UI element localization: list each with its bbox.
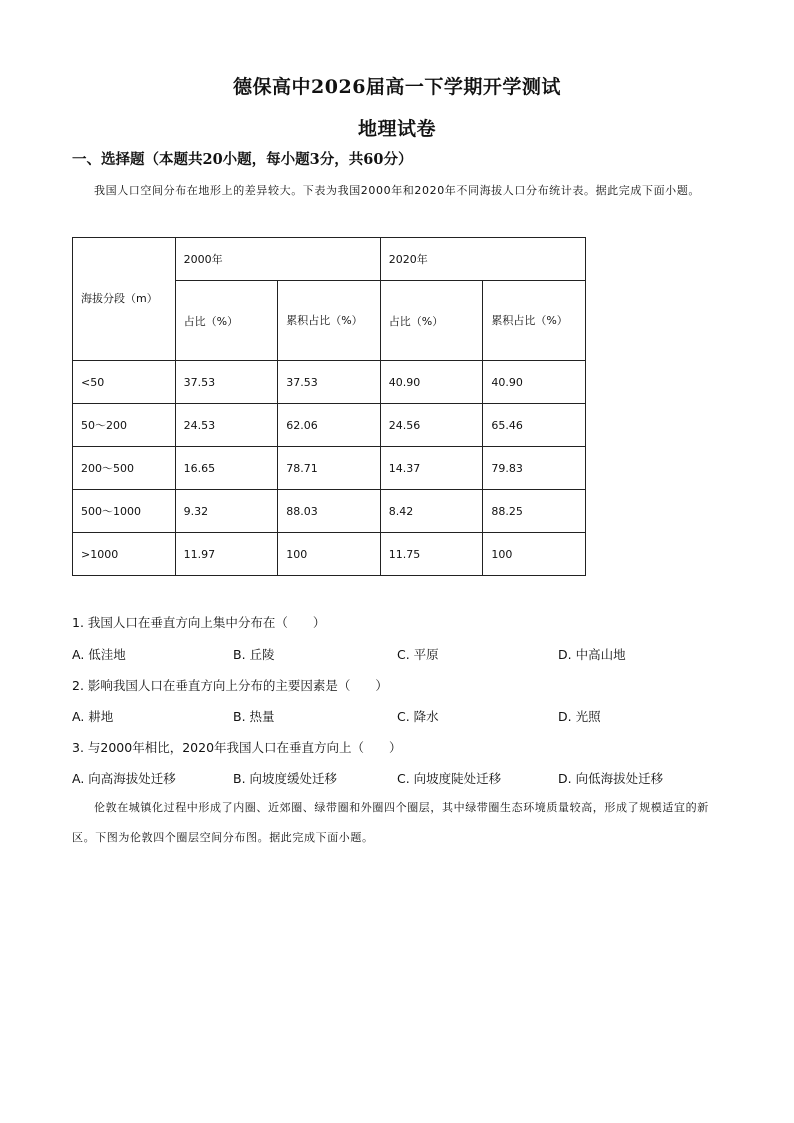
table-cell-share-2020: 8.42 [380, 490, 483, 533]
question-3-option-d[interactable]: D. 向低海拔处迁移 [558, 771, 664, 786]
question-1-options [72, 645, 752, 665]
question-3-options [72, 769, 752, 789]
question-1-option-b[interactable]: B. 丘陵 [233, 647, 275, 662]
table-header-year-2000: 2000年 [175, 238, 380, 281]
table-cell-range: 200～500 [73, 447, 176, 490]
table-cell-share-2020: 14.37 [380, 447, 483, 490]
page-title: 德保高中2026届高一下学期开学测试 [233, 76, 561, 98]
question-3-option-a[interactable]: A. 向高海拔处迁移 [72, 771, 176, 786]
table-cell-share-2020: 11.75 [380, 533, 483, 576]
table-cell-cumulative-2000: 100 [278, 533, 381, 576]
table-cell-range: >1000 [73, 533, 176, 576]
table-cell-range: <50 [73, 361, 176, 404]
table-cell-cumulative-2020: 65.46 [483, 404, 586, 447]
question-3-stem: 3. 与2000年相比，2020年我国人口在垂直方向上（ ） [72, 740, 402, 755]
table-row [73, 490, 586, 533]
table-cell-cumulative-2020: 100 [483, 533, 586, 576]
table-header-year-2020: 2020年 [380, 238, 585, 281]
table-header-share-2000: 占比（%） [175, 281, 278, 361]
table-cell-cumulative-2020: 79.83 [483, 447, 586, 490]
question-3-option-c[interactable]: C. 向坡度陡处迁移 [397, 771, 502, 786]
question-2-option-c[interactable]: C. 降水 [397, 709, 439, 724]
question-2-option-a[interactable]: A. 耕地 [72, 709, 114, 724]
question-2-option-b[interactable]: B. 热量 [233, 709, 275, 724]
table-cell-cumulative-2020: 40.90 [483, 361, 586, 404]
table-cell-share-2000: 24.53 [175, 404, 278, 447]
table-cell-share-2020: 24.56 [380, 404, 483, 447]
table-cell-share-2020: 40.90 [380, 361, 483, 404]
table-cell-share-2000: 16.65 [175, 447, 278, 490]
table-cell-cumulative-2000: 62.06 [278, 404, 381, 447]
table-header-share-2020: 占比（%） [380, 281, 483, 361]
question-2-options [72, 707, 752, 727]
table-cell-cumulative-2000: 37.53 [278, 361, 381, 404]
table-header-altitude: 海拔分段（m） [73, 238, 176, 361]
section-heading: 一、选择题（本题共20小题，每小题3分，共60分） [72, 151, 413, 168]
table-row [73, 447, 586, 490]
table-row [73, 404, 586, 447]
passage-population: 我国人口空间分布在地形上的差异较大。下表为我国2000年和2020年不同海拔人口分布统计表。据此完成下面小题。 [94, 184, 700, 197]
question-3-option-b[interactable]: B. 向坡度缓处迁移 [233, 771, 338, 786]
table-row [73, 361, 586, 404]
table-cell-share-2000: 37.53 [175, 361, 278, 404]
table-cell-cumulative-2000: 78.71 [278, 447, 381, 490]
question-2-stem: 2. 影响我国人口在垂直方向上分布的主要因素是（ ） [72, 678, 388, 693]
question-1-option-a[interactable]: A. 低洼地 [72, 647, 126, 662]
table-cell-range: 500～1000 [73, 490, 176, 533]
altitude-population-table [72, 237, 586, 576]
table-cell-share-2000: 11.97 [175, 533, 278, 576]
table-header-cumulative-2020: 累积占比（%） [483, 281, 586, 361]
table-row [73, 533, 586, 576]
question-1-option-d[interactable]: D. 中高山地 [558, 647, 626, 662]
table-header-cumulative-2000: 累积占比（%） [278, 281, 381, 361]
table-cell-cumulative-2020: 88.25 [483, 490, 586, 533]
passage-london: 伦敦在城镇化过程中形成了内圈、近郊圈、绿带圈和外圈四个圈层，其中绿带圈生态环境质量较高，形成了规模适宜的新区。下图为伦敦四个圈层空间分布图。据此完成下面小题。 [72, 801, 709, 844]
question-2-option-d[interactable]: D. 光照 [558, 709, 601, 724]
question-1-stem: 1. 我国人口在垂直方向上集中分布在（ ） [72, 615, 326, 630]
table-cell-share-2000: 9.32 [175, 490, 278, 533]
question-1-option-c[interactable]: C. 平原 [397, 647, 439, 662]
table-cell-range: 50～200 [73, 404, 176, 447]
page-subtitle: 地理试卷 [357, 118, 436, 140]
table-cell-cumulative-2000: 88.03 [278, 490, 381, 533]
